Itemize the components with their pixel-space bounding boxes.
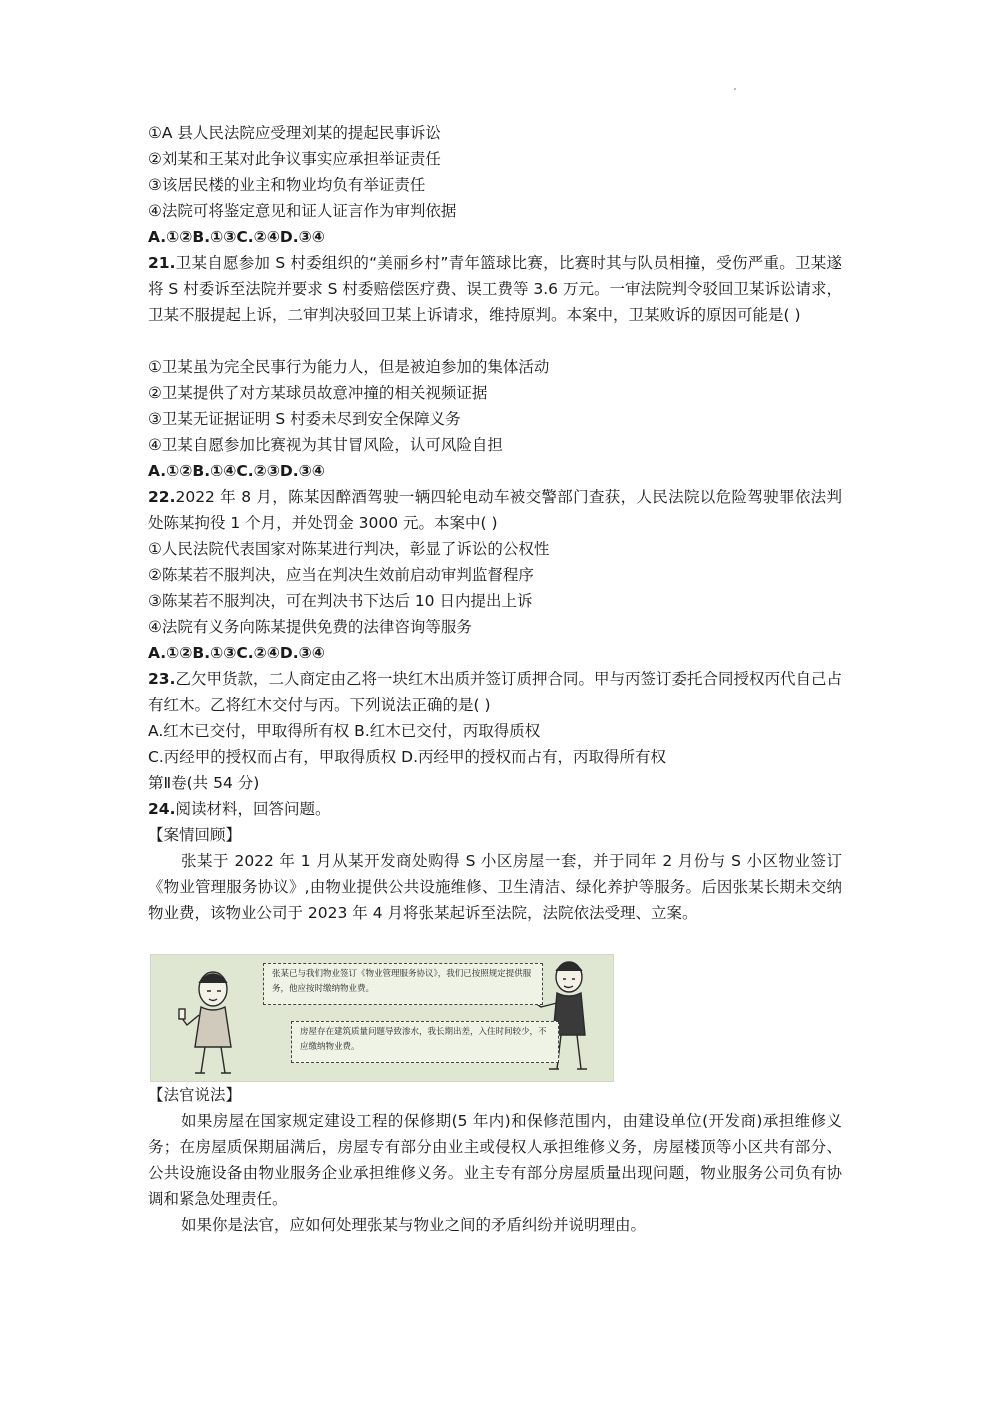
q24-stem bbox=[148, 796, 848, 822]
q23-options-ab: A.红木已交付，甲取得所有权 B.红木已交付，丙取得质权 bbox=[148, 722, 541, 740]
q22-option-2: ②陈某若不服判决，应当在判决生效前启动审判监督程序 bbox=[148, 566, 534, 584]
q22-stem bbox=[148, 484, 842, 536]
q20-answers: A.①②B.①③C.②④D.③④ bbox=[148, 228, 325, 246]
q20-option-2: ②刘某和王某对此争议事实应承担举证责任 bbox=[148, 150, 441, 168]
q21-stem bbox=[148, 250, 842, 328]
speech-bubble-tenant: 房屋存在建筑质量问题导致渗水，我长期出差，入住时间较少，不应缴纳物业费。 bbox=[291, 1021, 559, 1063]
q21-number: 21. bbox=[148, 254, 176, 272]
q23-stem bbox=[148, 666, 842, 718]
q21-text: 卫某自愿参加 S 村委组织的“美丽乡村”青年篮球比赛，比赛时其与队员相撞，受伤严重。卫某遂将 S 村委诉至法院并要求 S 村委赔偿医疗费、误工费等 3.6 万元。一审法院判令驳回卫某诉讼请求，卫某不服提起上诉，二审判决驳回卫某上诉请求，维持原判。本案中，卫某败诉的原因可能是( ) bbox=[148, 254, 842, 324]
q23-text: 乙欠甲货款，二人商定由乙将一块红木出质并签订质押合同。甲与丙签订委托合同授权丙代自己占有红木。乙将红木交付与丙。下列说法正确的是( ) bbox=[148, 670, 842, 714]
q22-option-3: ③陈某若不服判决，可在判决书下达后 10 日内提出上诉 bbox=[148, 592, 533, 610]
q22-number: 22. bbox=[148, 488, 176, 506]
q22-text: 2022 年 8 月，陈某因醉酒驾驶一辆四轮电动车被交警部门查获，人民法院以危险驾驶罪依法判处陈某拘役 1 个月，并处罚金 3000 元。本案中( ) bbox=[148, 488, 842, 532]
case-text: 张某于 2022 年 1 月从某开发商处购得 S 小区房屋一套，并于同年 2 月份与 S 小区物业签订《物业管理服务协议》,由物业提供公共设施维修、卫生清洁、绿化养护等服务。后因张某长期未交纳物业费，该物业公司于 2023 年 4 月将张某起诉至法院，法院依法受理、立案。 bbox=[148, 852, 842, 922]
section-2-heading: 第Ⅱ卷(共 54 分) bbox=[148, 774, 260, 792]
q24-question: 如果你是法官，应如何处理张某与物业之间的矛盾纠纷并说明理由。 bbox=[181, 1216, 647, 1234]
q21-answers: A.①②B.①④C.②③D.③④ bbox=[148, 462, 325, 480]
scan-speck bbox=[734, 88, 736, 90]
q21-option-1: ①卫某虽为完全民事行为能力人，但是被迫参加的集体活动 bbox=[148, 358, 550, 376]
q23-number: 23. bbox=[148, 670, 176, 688]
case-heading: 【案情回顾】 bbox=[148, 826, 242, 844]
cartoon-image bbox=[150, 954, 614, 1082]
q21-option-4: ④卫某自愿参加比赛视为其甘冒风险，认可风险自担 bbox=[148, 436, 503, 454]
q22-answers: A.①②B.①③C.②④D.③④ bbox=[148, 644, 325, 662]
tenant-figure bbox=[179, 972, 231, 1073]
q24-text: 阅读材料，回答问题。 bbox=[175, 800, 331, 818]
judge-text: 如果房屋在国家规定建设工程的保修期(5 年内)和保修范围内，由建设单位(开发商)承担维修义务；在房屋质保期届满后，房屋专有部分由业主或侵权人承担维修义务，房屋楼顶等小区共有部分、公共设施设备由物业服务企业承担维修义务。业主专有部分房屋质量出现问题，物业服务公司负有协调和紧急处理责任。 bbox=[148, 1112, 842, 1208]
q21-option-3: ③卫某无证据证明 S 村委未尽到安全保障义务 bbox=[148, 410, 461, 428]
q22-option-4: ④法院有义务向陈某提供免费的法律咨询等服务 bbox=[148, 618, 472, 636]
q24-number: 24. bbox=[148, 800, 176, 818]
q20-option-1: ①A 县人民法院应受理刘某的提起民事诉讼 bbox=[148, 124, 441, 142]
q20-option-3: ③该居民楼的业主和物业均负有举证责任 bbox=[148, 176, 426, 194]
q23-options-cd: C.丙经甲的授权而占有，甲取得质权 D.丙经甲的授权而占有，丙取得所有权 bbox=[148, 748, 667, 766]
judge-heading: 【法官说法】 bbox=[148, 1086, 242, 1104]
q20-option-4: ④法院可将鉴定意见和证人证言作为审判依据 bbox=[148, 202, 457, 220]
speech-bubble-property: 张某已与我们物业签订《物业管理服务协议》，我们已按照规定提供服务，他应按时缴纳物业费。 bbox=[263, 963, 543, 1005]
q21-option-2: ②卫某提供了对方某球员故意冲撞的相关视频证据 bbox=[148, 384, 488, 402]
q22-option-1: ①人民法院代表国家对陈某进行判决，彰显了诉讼的公权性 bbox=[148, 540, 550, 558]
